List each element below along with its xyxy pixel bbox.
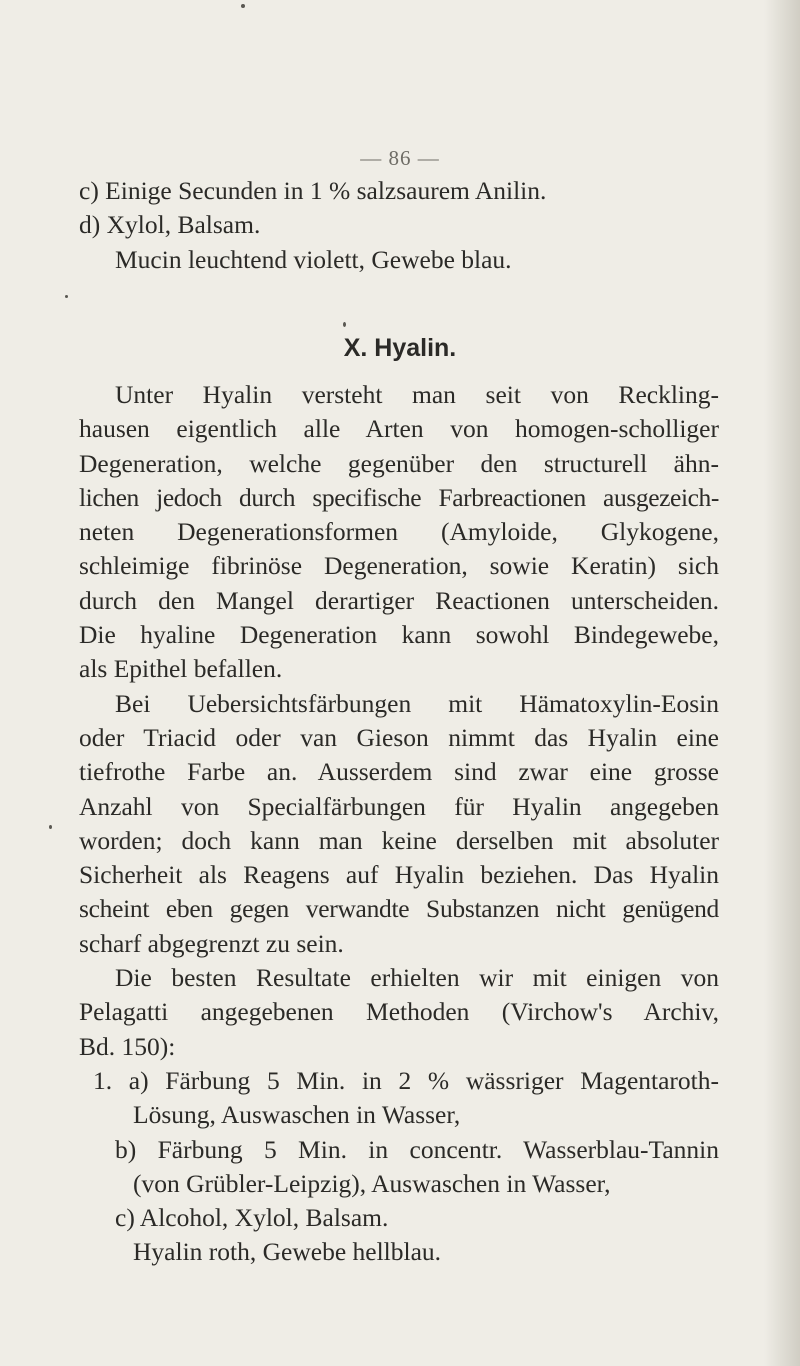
paragraph-line: lichen jedoch durch specifische Farbreactionen ausgezeich-: [79, 483, 719, 512]
text-line: c) Einige Secunden in 1 % salzsaurem Anilin.: [79, 176, 547, 205]
method-step: Lösung, Auswaschen in Wasser,: [133, 1100, 461, 1129]
paragraph-line: Bei Uebersichtsfärbungen mit Hämatoxylin-Eosin: [115, 689, 719, 718]
paragraph-line: als Epithel befallen.: [79, 654, 283, 683]
paragraph-line: schleimige fibrinöse Degeneration, sowie Keratin) sich: [79, 551, 719, 580]
speck-mark: [49, 825, 52, 829]
text-line: Mucin leuchtend violett, Gewebe blau.: [115, 245, 512, 274]
paragraph-line: Die besten Resultate erhielten wir mit einigen von: [115, 963, 719, 992]
method-step: 1. a) Färbung 5 Min. in 2 % wässriger Magentaroth-: [93, 1066, 719, 1095]
paragraph-line: tiefrothe Farbe an. Ausserdem sind zwar eine grosse: [79, 757, 719, 786]
section-heading: X. Hyalin.: [343, 334, 457, 362]
method-result: Hyalin roth, Gewebe hellblau.: [133, 1237, 442, 1266]
method-step: c) Alcohol, Xylol, Balsam.: [115, 1203, 389, 1232]
paragraph-line: scheint eben gegen verwandte Substanzen nicht genügend: [79, 894, 719, 923]
paragraph-line: worden; doch kann man keine derselben mit absoluter: [79, 826, 719, 855]
method-step: (von Grübler-Leipzig), Auswaschen in Wasser,: [133, 1169, 611, 1198]
speck-mark: [343, 322, 346, 327]
paragraph-line: Die hyaline Degeneration kann sowohl Bindegewebe,: [79, 620, 719, 649]
paragraph-line: Degeneration, welche gegenüber den structurell ähn-: [79, 449, 719, 478]
method-step: b) Färbung 5 Min. in concentr. Wasserblau-Tannin: [115, 1135, 719, 1164]
paragraph-line: scharf abgegrenzt zu sein.: [79, 929, 344, 958]
text-line: d) Xylol, Balsam.: [79, 210, 261, 239]
page-edge-shadow: [764, 0, 800, 1366]
speck-mark: [241, 4, 245, 8]
paragraph-line: Unter Hyalin versteht man seit von Reckling-: [115, 380, 719, 409]
speck-mark: [65, 295, 68, 298]
paragraph-line: Pelagatti angegebenen Methoden (Virchow's Archiv,: [79, 997, 719, 1026]
paragraph-line: neten Degenerationsformen (Amyloide, Glykogene,: [79, 517, 719, 546]
paragraph-line: Bd. 150):: [79, 1032, 176, 1061]
paragraph-line: hausen eigentlich alle Arten von homogen-scholliger: [79, 414, 719, 443]
paragraph-line: durch den Mangel derartiger Reactionen unterscheiden.: [79, 586, 719, 615]
page-number: — 86 —: [360, 146, 440, 170]
paragraph-line: Anzahl von Specialfärbungen für Hyalin angegeben: [79, 792, 719, 821]
paragraph-line: oder Triacid oder van Gieson nimmt das Hyalin eine: [79, 723, 719, 752]
paragraph-line: Sicherheit als Reagens auf Hyalin beziehen. Das Hyalin: [79, 860, 719, 889]
